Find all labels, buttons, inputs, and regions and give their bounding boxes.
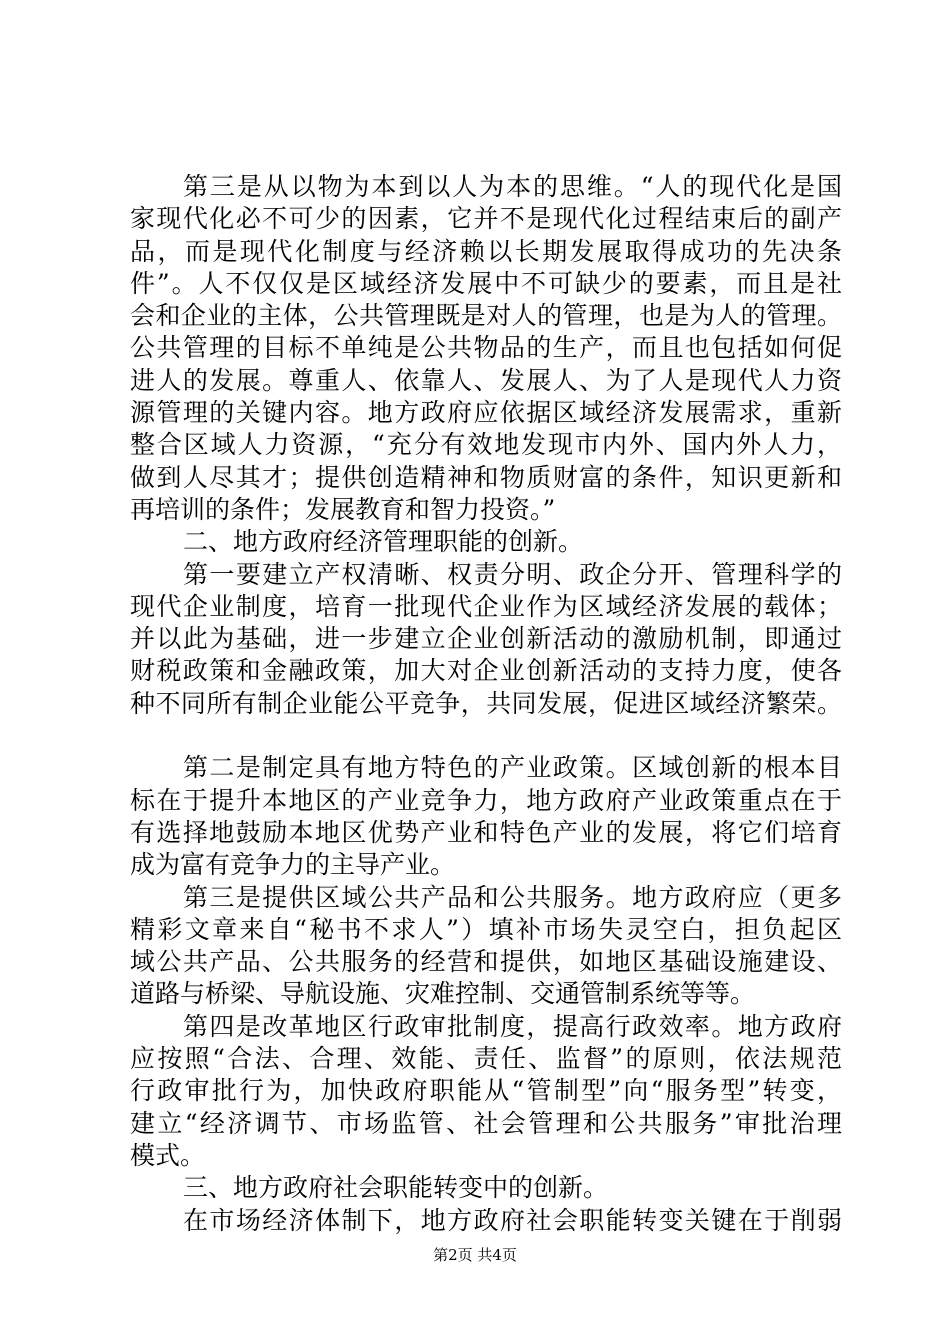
text-line: 在市场经济体制下，地方政府社会职能转变关键在于削弱 — [183, 1205, 842, 1235]
text-line: 域公共产品、公共服务的经营和提供，如地区基础设施建设、 — [130, 947, 842, 977]
text-line: 有选择地鼓励本地区优势产业和特色产业的发展，将它们培育 — [130, 817, 842, 847]
text-line: 二、地方政府经济管理职能的创新。 — [183, 527, 584, 557]
text-line: 品，而是现代化制度与经济赖以长期发展取得成功的先决条 — [130, 236, 842, 266]
text-line: 再培训的条件；发展教育和智力投资。” — [130, 494, 556, 524]
text-line: 第三是从以物为本到以人为本的思维。“人的现代化是国 — [183, 172, 842, 201]
text-line — [130, 720, 842, 752]
text-line: 件”。人不仅仅是区域经济发展中不可缺少的要素，而且是社 — [130, 268, 842, 298]
text-line: 道路与桥梁、导航设施、灾难控制、交通管制系统等等。 — [130, 979, 756, 1009]
text-line: 成为富有竞争力的主导产业。 — [130, 850, 456, 880]
text-line: 建立“经济调节、市场监管、社会管理和公共服务”审批治理 — [130, 1108, 842, 1138]
text-line: 标在于提升本地区的产业竞争力，地方政府产业政策重点在于 — [130, 785, 842, 815]
text-line: 种不同所有制企业能公平竞争，共同发展，促进区域经济繁荣。 — [130, 688, 842, 718]
text-line: 模式。 — [130, 1140, 206, 1170]
text-line: 进人的发展。尊重人、依靠人、发展人、为了人是现代人力资 — [130, 365, 842, 395]
text-line: 并以此为基础，进一步建立企业创新活动的激励机制，即通过 — [130, 624, 842, 654]
text-line: 行政审批行为，加快政府职能从“管制型”向“服务型”转变， — [130, 1076, 842, 1106]
text-line: 第二是制定具有地方特色的产业政策。区域创新的根本目 — [183, 753, 842, 783]
text-line: 第一要建立产权清晰、权责分明、政企分开、管理科学的 — [183, 559, 842, 589]
text-line: 三、地方政府社会职能转变中的创新。 — [183, 1173, 609, 1203]
text-line: 家现代化必不可少的因素，它并不是现代化过程结束后的副产 — [130, 204, 842, 234]
text-line: 做到人尽其才；提供创造精神和物质财富的条件，知识更新和 — [130, 462, 842, 492]
text-line: 应按照“合法、合理、效能、责任、监督”的原则，依法规范 — [130, 1044, 842, 1074]
text-line: 公共管理的目标不单纯是公共物品的生产，而且也包括如何促 — [130, 333, 842, 363]
page-number-label: 第2页 共4页 — [433, 1246, 517, 1264]
text-line: 第四是改革地区行政审批制度，提高行政效率。地方政府 — [183, 1011, 842, 1041]
text-line: 精彩文章来自“秘书不求人”）填补市场失灵空白，担负起区 — [130, 914, 842, 944]
text-line: 源管理的关键内容。地方政府应依据区域经济发展需求，重新 — [130, 398, 842, 428]
text-line: 第三是提供区域公共产品和公共服务。地方政府应（更多 — [183, 882, 842, 912]
page-footer — [0, 1244, 950, 1265]
text-line: 会和企业的主体，公共管理既是对人的管理，也是为人的管理。 — [130, 301, 842, 331]
text-line: 财税政策和金融政策，加大对企业创新活动的支持力度，使各 — [130, 656, 842, 686]
text-line: 现代企业制度，培育一批现代企业作为区域经济发展的载体； — [130, 591, 842, 621]
text-line: 整合区域人力资源，“充分有效地发现市内外、国内外人力， — [130, 430, 842, 460]
document-body — [130, 171, 842, 1237]
